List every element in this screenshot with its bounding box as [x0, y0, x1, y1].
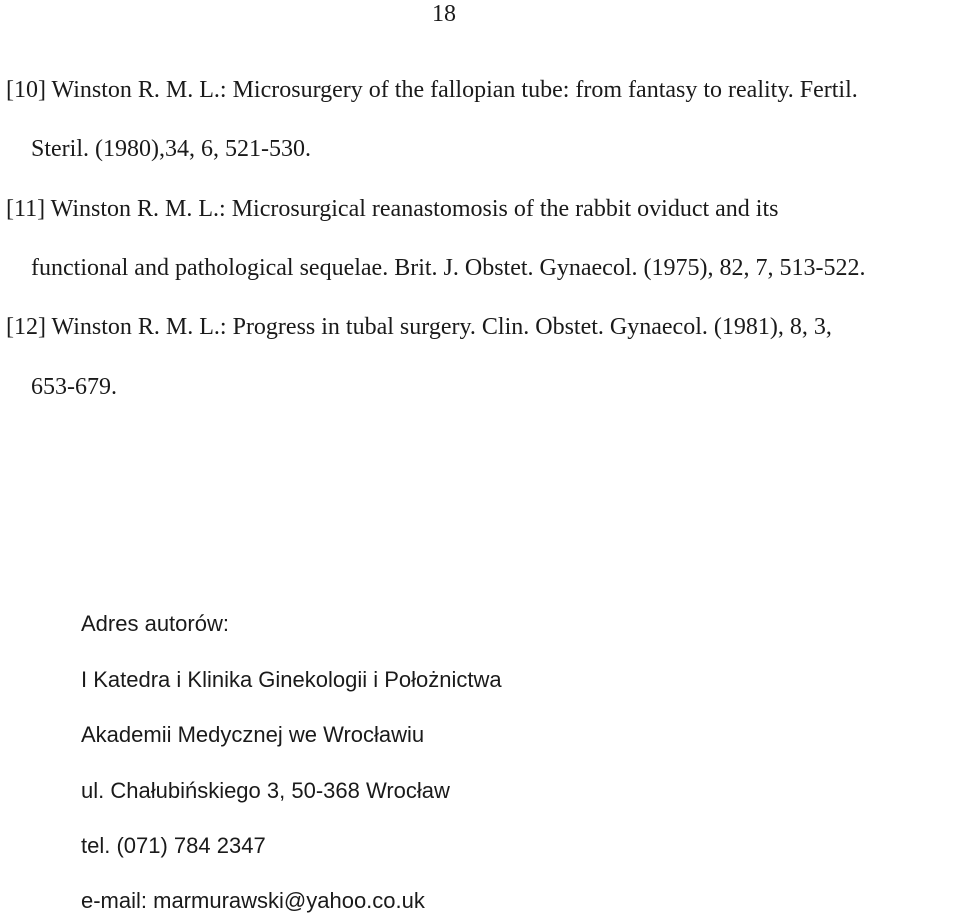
reference-line: 653-679.	[31, 374, 117, 400]
address-line: ul. Chałubińskiego 3, 50-368 Wrocław	[81, 778, 450, 803]
reference-line: Steril. (1980),34, 6, 521-530.	[31, 136, 311, 162]
email-link[interactable]: e-mail: marmurawski@yahoo.co.uk	[81, 888, 425, 913]
address-heading: Adres autorów:	[81, 611, 229, 636]
address-line: I Katedra i Klinika Ginekologii i Położnictwa	[81, 667, 502, 692]
reference-line: functional and pathological sequelae. Brit. J. Obstet. Gynaecol. (1975), 82, 7, 513-522.	[31, 255, 866, 281]
reference-line: [10] Winston R. M. L.: Microsurgery of the fallopian tube: from fantasy to reality. Fertil.	[6, 77, 858, 103]
address-line: Akademii Medycznej we Wrocławiu	[81, 722, 425, 747]
page-number: 18	[432, 1, 456, 27]
reference-line: [12] Winston R. M. L.: Progress in tubal surgery. Clin. Obstet. Gynaecol. (1981), 8, 3,	[6, 314, 832, 340]
reference-line: [11] Winston R. M. L.: Microsurgical reanastomosis of the rabbit oviduct and its	[6, 196, 779, 222]
address-line: tel. (071) 784 2347	[81, 833, 266, 858]
